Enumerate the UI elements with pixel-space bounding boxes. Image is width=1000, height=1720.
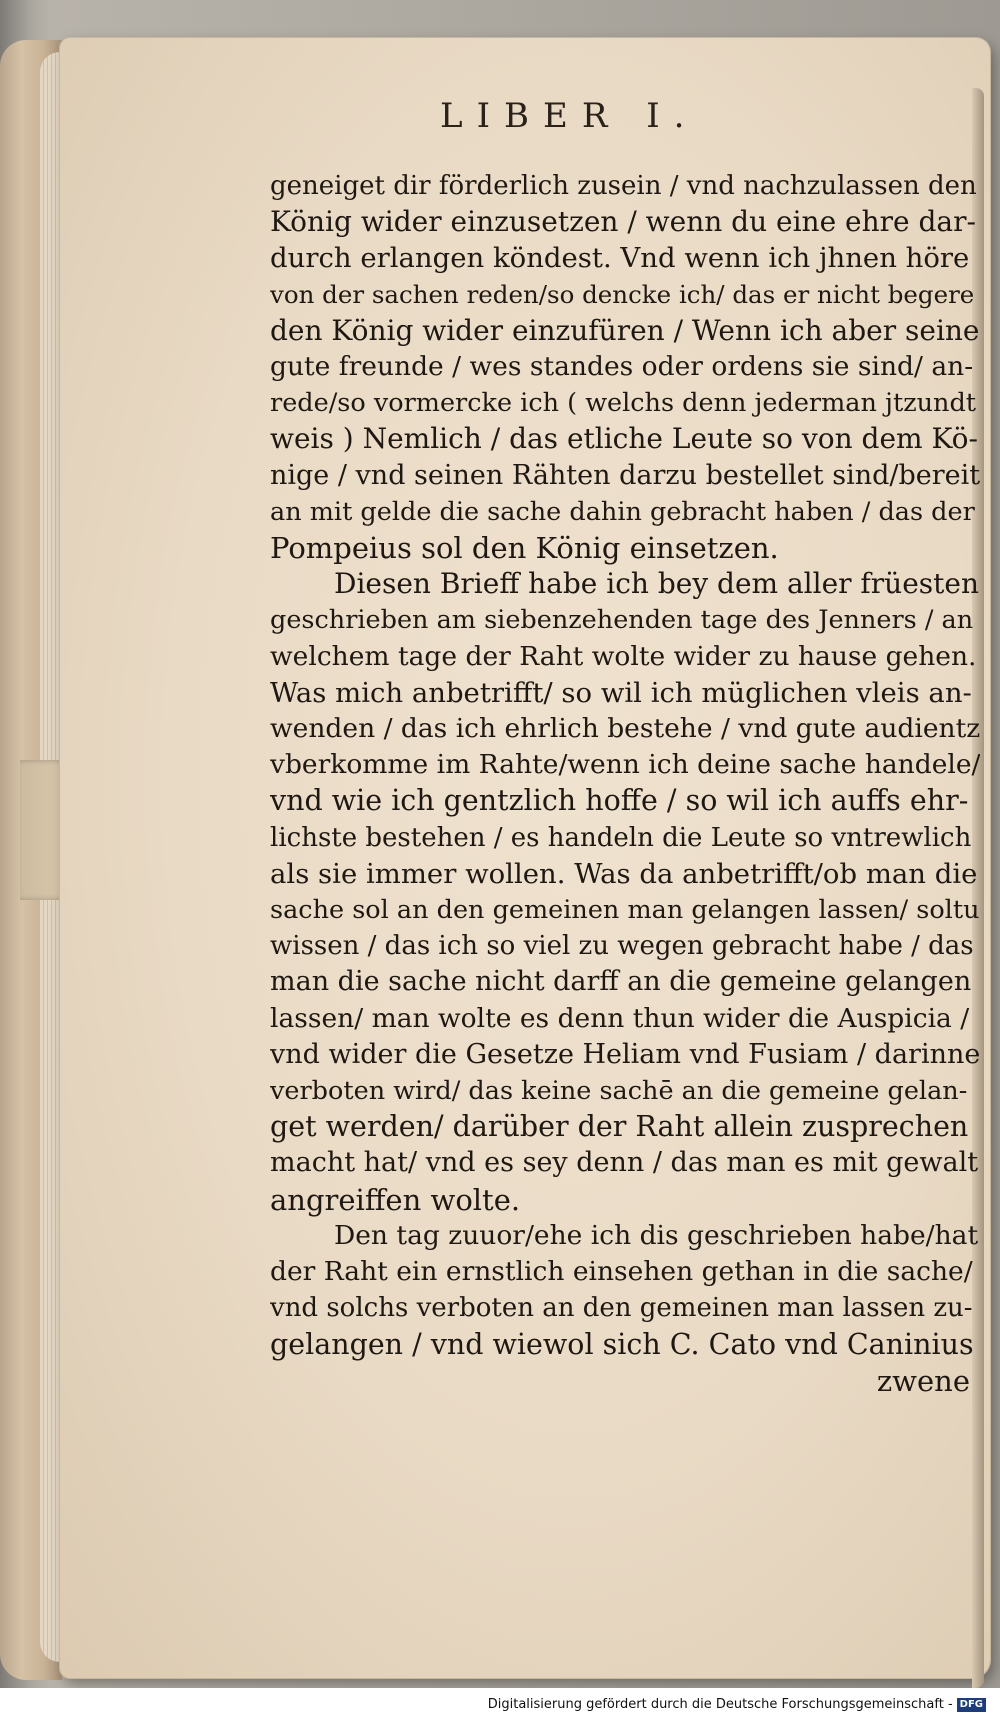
text-line: der Raht ein ernstlich einsehen gethan in die sache/ — [270, 1256, 973, 1288]
text-line: rede/so vormercke ich ( welchs denn jederman jtzundt — [270, 388, 977, 419]
text-line: gelangen / vnd wiewol sich C. Cato vnd Caninius — [270, 1327, 974, 1361]
text-line: angreiffen wolte. — [270, 1182, 521, 1217]
text-line: geschrieben am siebenzehenden tage des Jenners / an — [270, 605, 974, 636]
credit-text: Digitalisierung gefördert durch die Deutsche Forschungsgemeinschaft - — [487, 1697, 953, 1712]
text-line: weis ) Nemlich / das etliche Leute so von dem Kö- — [270, 422, 978, 456]
text-line: vnd wider die Gesetze Heliam vnd Fusiam / darinne — [270, 1038, 980, 1070]
text-line: gute freunde / wes standes oder ordens sie sind/ an- — [270, 351, 974, 383]
text-line: man die sache nicht darff an die gemeine gelangen — [270, 966, 972, 998]
text-line: welchem tage der Raht wolte wider zu hause gehen. — [270, 640, 977, 672]
text-line: von der sachen reden/so dencke ich/ das er nicht begere — [270, 279, 975, 309]
catchword: zwene — [876, 1363, 970, 1398]
paragraph-3 — [270, 1218, 980, 1363]
paragraph-2 — [270, 566, 980, 1218]
text-line: an mit gelde die sache dahin gebracht haben / das der — [270, 496, 975, 527]
text-line: den König wider einzufüren / Wenn ich aber seine — [270, 313, 980, 347]
paragraph-1 — [270, 168, 980, 566]
running-head: LIBER I. — [440, 96, 699, 136]
text-line: lassen/ man wolte es denn thun wider die Auspicia / — [270, 1002, 970, 1034]
text-line: wissen / das ich so viel zu wegen gebracht habe / das — [270, 931, 974, 962]
body-text — [270, 168, 980, 1399]
text-line: sache sol an den gemeinen man gelangen lassen/ soltu — [270, 895, 980, 926]
text-line: Was mich anbetrifft/ so wil ich müglichen vleis an- — [270, 676, 972, 709]
text-line: Diesen Brieff habe ich bey dem aller früesten — [334, 567, 980, 601]
dfg-logo-icon: DFG — [957, 1698, 986, 1712]
text-line: König wider einzusetzen / wenn du eine ehre dar- — [270, 205, 976, 239]
text-line: verboten wird/ das keine sachē an die gemeine gelan- — [270, 1076, 968, 1107]
text-line: Pompeius sol den König einsetzen. — [270, 531, 779, 566]
text-line: lichste bestehen / es handeln die Leute so vntrewlich — [270, 822, 972, 853]
text-line: get werden/ darüber der Raht allein zusprechen — [270, 1110, 969, 1144]
text-line: Den tag zuuor/ehe ich dis geschrieben habe/hat — [334, 1219, 979, 1251]
text-line: vnd wie ich gentzlich hoffe / so wil ich auffs ehr- — [270, 784, 969, 818]
text-line: wenden / das ich ehrlich bestehe / vnd gute audientz — [270, 713, 980, 745]
text-line: vnd solchs verboten an den gemeinen man lassen zu- — [270, 1293, 973, 1324]
text-line: macht hat/ vnd es sey denn / das man es mit gewalt — [270, 1147, 979, 1179]
text-line: nige / vnd seinen Rähten darzu bestellet sind/bereit — [270, 459, 980, 491]
text-line: durch erlangen köndest. Vnd wenn ich jhnen höre — [270, 242, 970, 275]
text-line: geneiget dir förderlich zusein / vnd nachzulassen den — [270, 171, 977, 201]
text-line: als sie immer wollen. Was da anbetrifft/ob man die — [270, 857, 978, 890]
text-line: vberkomme im Rahte/wenn ich deine sache handele/ — [270, 749, 980, 781]
digitization-credit — [482, 1695, 992, 1714]
